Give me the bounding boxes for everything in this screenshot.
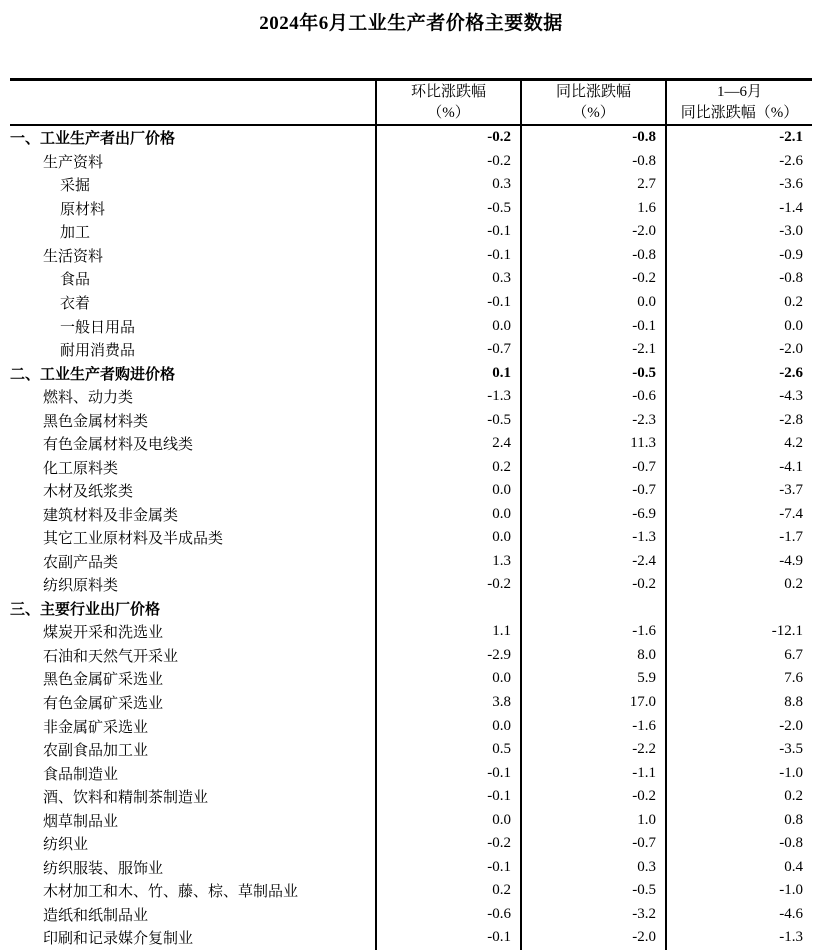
- row-value-mom: -0.7: [377, 338, 522, 362]
- row-value-yoy: -1.6: [522, 620, 667, 644]
- row-value-ytd: -12.1: [771, 623, 803, 640]
- row-value-mom: -0.2: [377, 832, 522, 856]
- table-row: [10, 173, 812, 197]
- row-label: 木材及纸浆类: [10, 479, 377, 503]
- table-row: [10, 408, 812, 432]
- row-label: 一般日用品: [10, 314, 377, 338]
- row-value-yoy: -2.0: [522, 220, 667, 244]
- header-cell-mom: [377, 81, 522, 124]
- table-row: [10, 926, 812, 950]
- row-label: 烟草制品业: [10, 808, 377, 832]
- row-label: 燃料、动力类: [10, 385, 377, 409]
- row-value-yoy: 8.0: [522, 644, 667, 668]
- row-label: 一、工业生产者出厂价格: [10, 126, 377, 150]
- row-value-mom: 0.2: [377, 455, 522, 479]
- row-value-yoy: -1.3: [522, 526, 667, 550]
- header-cell-yoy: [522, 81, 667, 124]
- row-value-yoy: -0.2: [522, 267, 667, 291]
- row-value-ytd: -1.0: [779, 764, 803, 781]
- table-row: [10, 314, 812, 338]
- row-value-yoy: -1.6: [522, 714, 667, 738]
- table-row: [10, 808, 812, 832]
- row-value-ytd: -2.6: [779, 152, 803, 169]
- row-value-ytd: -4.6: [779, 905, 803, 922]
- page-title: 2024年6月工业生产者价格主要数据: [259, 13, 563, 34]
- row-value-mom: -0.1: [377, 220, 522, 244]
- row-value-ytd: -2.1: [779, 129, 803, 146]
- table-row: [10, 150, 812, 174]
- table-row: [10, 197, 812, 221]
- row-value-ytd: -7.4: [779, 505, 803, 522]
- row-value-yoy: -0.5: [522, 361, 667, 385]
- header-yoy-line1: 同比涨跌幅: [555, 83, 631, 100]
- row-value-ytd: -3.5: [779, 741, 803, 758]
- row-label: 煤炭开采和洗选业: [10, 620, 377, 644]
- table-row: [10, 644, 812, 668]
- row-value-ytd: -1.0: [779, 882, 803, 899]
- row-value-ytd: -3.0: [779, 223, 803, 240]
- row-value-mom: -0.1: [377, 291, 522, 315]
- table-row: [10, 503, 812, 527]
- row-value-mom: 0.3: [377, 267, 522, 291]
- row-value-ytd: -1.7: [779, 529, 803, 546]
- row-value-mom: 1.1: [377, 620, 522, 644]
- table-row: [10, 526, 812, 550]
- row-label: 采掘: [10, 173, 377, 197]
- row-value-yoy: -2.3: [522, 408, 667, 432]
- row-label: 其它工业原材料及半成品类: [10, 526, 377, 550]
- row-value-ytd: 6.7: [784, 646, 803, 663]
- row-value-mom: -0.5: [377, 408, 522, 432]
- row-label: 有色金属矿采选业: [10, 691, 377, 715]
- row-label: 石油和天然气开采业: [10, 644, 377, 668]
- price-table: [10, 78, 812, 950]
- row-value-yoy: -2.2: [522, 738, 667, 762]
- table-row: [10, 738, 812, 762]
- row-value-ytd: -3.7: [779, 482, 803, 499]
- row-value-mom: -2.9: [377, 644, 522, 668]
- row-value-yoy: -0.8: [522, 244, 667, 268]
- row-label: 加工: [10, 220, 377, 244]
- table-row: [10, 785, 812, 809]
- row-value-yoy: 17.0: [522, 691, 667, 715]
- row-value-mom: 0.5: [377, 738, 522, 762]
- row-value-ytd: -3.6: [779, 176, 803, 193]
- row-value-ytd: [667, 597, 812, 621]
- row-value-yoy: [522, 597, 667, 621]
- row-value-ytd: -2.6: [779, 364, 803, 381]
- table-row: [10, 761, 812, 785]
- row-value-yoy: -2.1: [522, 338, 667, 362]
- table-row: [10, 244, 812, 268]
- header-cell-ytd: [667, 81, 812, 124]
- row-value-mom: -0.5: [377, 197, 522, 221]
- row-label: 化工原料类: [10, 455, 377, 479]
- row-label: 耐用消费品: [10, 338, 377, 362]
- table-row: [10, 691, 812, 715]
- table-row: [10, 432, 812, 456]
- table-row: [10, 597, 812, 621]
- row-label: 生产资料: [10, 150, 377, 174]
- row-value-mom: -0.2: [377, 573, 522, 597]
- row-value-ytd: 0.0: [784, 317, 803, 334]
- table-row: [10, 573, 812, 597]
- row-value-mom: -1.3: [377, 385, 522, 409]
- row-value-yoy: -0.6: [522, 385, 667, 409]
- row-value-yoy: 0.0: [522, 291, 667, 315]
- row-label: 纺织业: [10, 832, 377, 856]
- row-value-mom: -0.1: [377, 855, 522, 879]
- header-mom-line1: 环比涨跌幅: [410, 83, 486, 100]
- row-value-yoy: -3.2: [522, 903, 667, 927]
- row-value-mom: [377, 597, 522, 621]
- row-value-ytd: -4.3: [779, 388, 803, 405]
- row-value-ytd: 0.8: [784, 811, 803, 828]
- row-label: 有色金属材料及电线类: [10, 432, 377, 456]
- row-value-ytd: -2.8: [779, 411, 803, 428]
- row-value-ytd: -4.9: [779, 552, 803, 569]
- table-row: [10, 855, 812, 879]
- row-value-yoy: -0.2: [522, 785, 667, 809]
- row-value-mom: -0.6: [377, 903, 522, 927]
- table-row: [10, 291, 812, 315]
- row-label: 非金属矿采选业: [10, 714, 377, 738]
- row-value-yoy: -2.0: [522, 926, 667, 950]
- row-label: 纺织原料类: [10, 573, 377, 597]
- table-row: [10, 714, 812, 738]
- row-value-ytd: -1.4: [779, 199, 803, 216]
- row-value-yoy: -0.7: [522, 479, 667, 503]
- row-value-mom: -0.1: [377, 761, 522, 785]
- row-label: 食品: [10, 267, 377, 291]
- row-label: 农副食品加工业: [10, 738, 377, 762]
- table-header-row: [10, 81, 812, 126]
- row-value-mom: -0.1: [377, 926, 522, 950]
- row-value-yoy: -0.7: [522, 832, 667, 856]
- row-value-ytd: -1.3: [779, 929, 803, 946]
- row-value-ytd: -0.9: [779, 246, 803, 263]
- row-value-mom: 0.0: [377, 479, 522, 503]
- row-label: 黑色金属矿采选业: [10, 667, 377, 691]
- row-value-mom: 1.3: [377, 550, 522, 574]
- row-value-mom: 0.3: [377, 173, 522, 197]
- table-row: [10, 479, 812, 503]
- row-value-mom: 0.0: [377, 808, 522, 832]
- row-value-yoy: -0.8: [522, 126, 667, 150]
- row-label: 木材加工和木、竹、藤、棕、草制品业: [10, 879, 377, 903]
- row-label: 印刷和记录媒介复制业: [10, 926, 377, 950]
- row-value-yoy: -0.7: [522, 455, 667, 479]
- header-mom-line2: （%）: [427, 104, 470, 121]
- row-label: 建筑材料及非金属类: [10, 503, 377, 527]
- row-value-yoy: -0.2: [522, 573, 667, 597]
- row-value-mom: 0.0: [377, 667, 522, 691]
- row-value-ytd: -2.0: [779, 717, 803, 734]
- row-value-mom: -0.2: [377, 150, 522, 174]
- row-value-ytd: -0.8: [779, 835, 803, 852]
- table-row: [10, 455, 812, 479]
- row-label: 原材料: [10, 197, 377, 221]
- table-row: [10, 338, 812, 362]
- row-label: 黑色金属材料类: [10, 408, 377, 432]
- row-value-ytd: 0.2: [784, 293, 803, 310]
- row-value-mom: 0.0: [377, 314, 522, 338]
- row-value-ytd: 0.2: [784, 788, 803, 805]
- table-row: [10, 667, 812, 691]
- row-label: 酒、饮料和精制茶制造业: [10, 785, 377, 809]
- row-value-mom: 0.1: [377, 361, 522, 385]
- row-value-yoy: 1.0: [522, 808, 667, 832]
- row-label: 衣着: [10, 291, 377, 315]
- row-value-mom: 0.0: [377, 714, 522, 738]
- header-cell-empty: [10, 81, 377, 124]
- table-row: [10, 361, 812, 385]
- row-value-yoy: -0.8: [522, 150, 667, 174]
- row-label: 造纸和纸制品业: [10, 903, 377, 927]
- header-ytd-line1: 1—6月: [716, 83, 762, 100]
- table-row: [10, 832, 812, 856]
- table-row: [10, 126, 812, 150]
- row-value-ytd: 0.2: [784, 576, 803, 593]
- table-body: [10, 126, 812, 950]
- table-row: [10, 879, 812, 903]
- row-label: 生活资料: [10, 244, 377, 268]
- table-row: [10, 620, 812, 644]
- row-value-ytd: 4.2: [784, 435, 803, 452]
- row-value-yoy: -0.5: [522, 879, 667, 903]
- row-label: 食品制造业: [10, 761, 377, 785]
- row-value-ytd: -2.0: [779, 341, 803, 358]
- row-label: 二、工业生产者购进价格: [10, 361, 377, 385]
- row-value-yoy: -0.1: [522, 314, 667, 338]
- row-value-mom: 0.2: [377, 879, 522, 903]
- row-label: 纺织服装、服饰业: [10, 855, 377, 879]
- row-value-yoy: 5.9: [522, 667, 667, 691]
- row-value-yoy: -1.1: [522, 761, 667, 785]
- row-value-mom: -0.2: [377, 126, 522, 150]
- row-value-yoy: 1.6: [522, 197, 667, 221]
- header-yoy-line2: （%）: [572, 104, 615, 121]
- header-ytd-line2: 同比涨跌幅（%）: [680, 104, 799, 121]
- row-value-yoy: -2.4: [522, 550, 667, 574]
- table-row: [10, 385, 812, 409]
- row-value-mom: -0.1: [377, 244, 522, 268]
- row-value-yoy: 0.3: [522, 855, 667, 879]
- row-value-ytd: -0.8: [779, 270, 803, 287]
- row-value-yoy: -6.9: [522, 503, 667, 527]
- row-label: 三、主要行业出厂价格: [10, 597, 377, 621]
- table-row: [10, 220, 812, 244]
- row-value-ytd: 7.6: [784, 670, 803, 687]
- table-row: [10, 903, 812, 927]
- row-value-mom: 0.0: [377, 503, 522, 527]
- table-row: [10, 267, 812, 291]
- row-value-mom: 3.8: [377, 691, 522, 715]
- row-value-ytd: 8.8: [784, 694, 803, 711]
- row-value-ytd: -4.1: [779, 458, 803, 475]
- table-row: [10, 550, 812, 574]
- row-value-yoy: 11.3: [522, 432, 667, 456]
- row-value-mom: 0.0: [377, 526, 522, 550]
- row-value-mom: -0.1: [377, 785, 522, 809]
- row-value-ytd: 0.4: [784, 858, 803, 875]
- row-value-mom: 2.4: [377, 432, 522, 456]
- row-label: 农副产品类: [10, 550, 377, 574]
- row-value-yoy: 2.7: [522, 173, 667, 197]
